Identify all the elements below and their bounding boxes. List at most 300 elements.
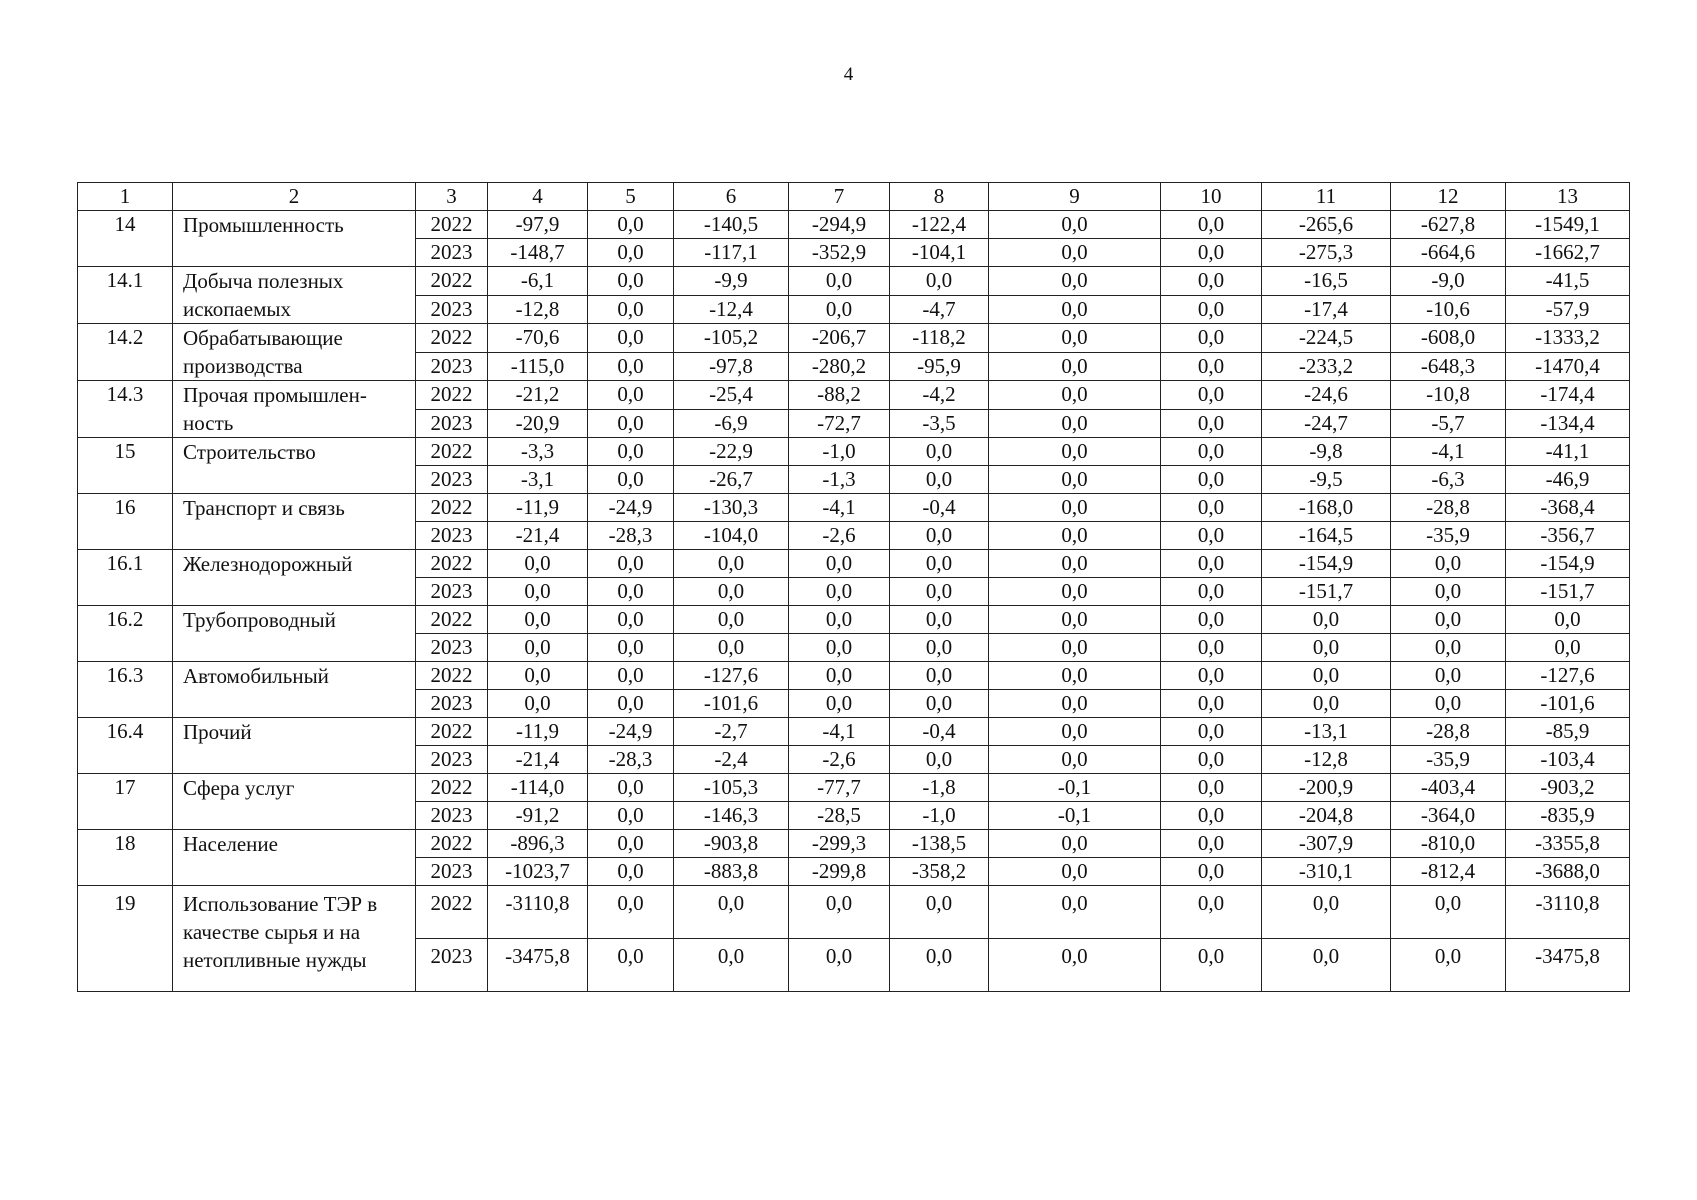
value-cell: 0,0 (1161, 324, 1262, 353)
value-cell: 0,0 (674, 634, 789, 662)
value-cell: -224,5 (1262, 324, 1391, 353)
table-row (78, 662, 1630, 690)
value-cell: 0,0 (1161, 211, 1262, 239)
value-cell: 0,0 (588, 381, 674, 410)
value-cell: -127,6 (674, 662, 789, 690)
column-number: 8 (890, 183, 989, 211)
column-number: 5 (588, 183, 674, 211)
value-cell: -299,8 (789, 858, 890, 886)
value-cell: -233,2 (1262, 352, 1391, 381)
value-cell: -77,7 (789, 774, 890, 802)
value-cell: 0,0 (989, 662, 1161, 690)
year-cell: 2022 (416, 718, 488, 746)
value-cell: 0,0 (1161, 690, 1262, 718)
value-cell: 0,0 (1391, 662, 1506, 690)
value-cell: 0,0 (789, 550, 890, 578)
value-cell: 0,0 (588, 802, 674, 830)
value-cell: 0,0 (588, 239, 674, 267)
value-cell: 0,0 (1262, 662, 1391, 690)
value-cell: -206,7 (789, 324, 890, 353)
value-cell: -138,5 (890, 830, 989, 858)
table-row (78, 830, 1630, 858)
year-cell: 2022 (416, 438, 488, 466)
value-cell: -896,3 (488, 830, 588, 858)
row-name: Железнодорожный (173, 550, 416, 606)
value-cell: -95,9 (890, 352, 989, 381)
value-cell: 0,0 (1161, 830, 1262, 858)
value-cell: -24,6 (1262, 381, 1391, 410)
value-cell: 0,0 (588, 606, 674, 634)
value-cell: 0,0 (588, 295, 674, 324)
value-cell: 0,0 (1161, 606, 1262, 634)
value-cell: -122,4 (890, 211, 989, 239)
value-cell: -24,9 (588, 718, 674, 746)
value-cell: -118,2 (890, 324, 989, 353)
value-cell: -4,2 (890, 381, 989, 410)
value-cell: 0,0 (588, 324, 674, 353)
value-cell: 0,0 (1161, 466, 1262, 494)
value-cell: 0,0 (588, 267, 674, 296)
value-cell: -307,9 (1262, 830, 1391, 858)
value-cell: -154,9 (1506, 550, 1630, 578)
value-cell: 0,0 (1391, 634, 1506, 662)
value-cell: -0,4 (890, 718, 989, 746)
table-row (78, 267, 1630, 296)
value-cell: 0,0 (1161, 746, 1262, 774)
value-cell: -903,8 (674, 830, 789, 858)
value-cell: -3110,8 (488, 886, 588, 939)
column-number: 13 (1506, 183, 1630, 211)
value-cell: -2,4 (674, 746, 789, 774)
table-row (78, 381, 1630, 410)
value-cell: 0,0 (989, 494, 1161, 522)
value-cell: -294,9 (789, 211, 890, 239)
row-code: 19 (78, 886, 173, 992)
value-cell: -6,3 (1391, 466, 1506, 494)
year-cell: 2022 (416, 550, 488, 578)
energy-balance-table (77, 182, 1630, 992)
value-cell: -16,5 (1262, 267, 1391, 296)
value-cell: -117,1 (674, 239, 789, 267)
value-cell: -70,6 (488, 324, 588, 353)
table-row (78, 494, 1630, 522)
value-cell: 0,0 (1161, 494, 1262, 522)
value-cell: 0,0 (1391, 886, 1506, 939)
value-cell: 0,0 (588, 774, 674, 802)
row-name: Сфера услуг (173, 774, 416, 830)
value-cell: -3688,0 (1506, 858, 1630, 886)
value-cell: -174,4 (1506, 381, 1630, 410)
value-cell: -1,8 (890, 774, 989, 802)
value-cell: -3,3 (488, 438, 588, 466)
value-cell: 0,0 (1161, 939, 1262, 992)
value-cell: 0,0 (1161, 239, 1262, 267)
value-cell: 0,0 (890, 466, 989, 494)
year-cell: 2022 (416, 830, 488, 858)
value-cell: -627,8 (1391, 211, 1506, 239)
value-cell: -204,8 (1262, 802, 1391, 830)
row-code: 16.3 (78, 662, 173, 718)
value-cell: -97,9 (488, 211, 588, 239)
value-cell: 0,0 (488, 634, 588, 662)
year-cell: 2022 (416, 381, 488, 410)
year-cell: 2023 (416, 690, 488, 718)
value-cell: -164,5 (1262, 522, 1391, 550)
value-cell: 0,0 (1506, 606, 1630, 634)
value-cell: -3,1 (488, 466, 588, 494)
value-cell: -4,1 (789, 494, 890, 522)
value-cell: -28,3 (588, 522, 674, 550)
column-number: 7 (789, 183, 890, 211)
column-number: 1 (78, 183, 173, 211)
value-cell: 0,0 (588, 409, 674, 438)
value-cell: 0,0 (588, 578, 674, 606)
header-row (78, 183, 1630, 211)
value-cell: -1,0 (890, 802, 989, 830)
value-cell: -3355,8 (1506, 830, 1630, 858)
year-cell: 2023 (416, 295, 488, 324)
value-cell: 0,0 (1161, 718, 1262, 746)
value-cell: 0,0 (588, 858, 674, 886)
value-cell: 0,0 (588, 352, 674, 381)
table-row (78, 211, 1630, 239)
row-code: 17 (78, 774, 173, 830)
value-cell: -146,3 (674, 802, 789, 830)
value-cell: -1023,7 (488, 858, 588, 886)
value-cell: -0,1 (989, 774, 1161, 802)
value-cell: -4,7 (890, 295, 989, 324)
value-cell: 0,0 (789, 939, 890, 992)
value-cell: -20,9 (488, 409, 588, 438)
table-row (78, 718, 1630, 746)
value-cell: -2,7 (674, 718, 789, 746)
value-cell: -101,6 (1506, 690, 1630, 718)
value-cell: -280,2 (789, 352, 890, 381)
value-cell: -364,0 (1391, 802, 1506, 830)
value-cell: -24,9 (588, 494, 674, 522)
value-cell: 0,0 (1391, 690, 1506, 718)
value-cell: 0,0 (674, 550, 789, 578)
value-cell: 0,0 (890, 606, 989, 634)
value-cell: -26,7 (674, 466, 789, 494)
value-cell: -28,8 (1391, 718, 1506, 746)
row-code: 16.1 (78, 550, 173, 606)
value-cell: 0,0 (1391, 939, 1506, 992)
value-cell: 0,0 (1262, 939, 1391, 992)
value-cell: -1333,2 (1506, 324, 1630, 353)
year-cell: 2022 (416, 211, 488, 239)
value-cell: 0,0 (1161, 774, 1262, 802)
value-cell: -6,1 (488, 267, 588, 296)
value-cell: 0,0 (588, 438, 674, 466)
value-cell: 0,0 (890, 939, 989, 992)
value-cell: 0,0 (789, 267, 890, 296)
value-cell: 0,0 (989, 466, 1161, 494)
value-cell: 0,0 (674, 939, 789, 992)
value-cell: -148,7 (488, 239, 588, 267)
value-cell: -10,8 (1391, 381, 1506, 410)
year-cell: 2023 (416, 634, 488, 662)
value-cell: 0,0 (890, 662, 989, 690)
value-cell: -104,1 (890, 239, 989, 267)
value-cell: -28,5 (789, 802, 890, 830)
value-cell: 0,0 (989, 634, 1161, 662)
value-cell: -127,6 (1506, 662, 1630, 690)
value-cell: 0,0 (1262, 690, 1391, 718)
row-code: 14.3 (78, 381, 173, 438)
value-cell: -17,4 (1262, 295, 1391, 324)
value-cell: -130,3 (674, 494, 789, 522)
value-cell: -151,7 (1506, 578, 1630, 606)
value-cell: -28,8 (1391, 494, 1506, 522)
row-code: 16.2 (78, 606, 173, 662)
value-cell: -3475,8 (488, 939, 588, 992)
value-cell: -810,0 (1391, 830, 1506, 858)
value-cell: 0,0 (1161, 381, 1262, 410)
value-cell: -9,5 (1262, 466, 1391, 494)
value-cell: 0,0 (890, 522, 989, 550)
value-cell: 0,0 (1391, 578, 1506, 606)
value-cell: -1549,1 (1506, 211, 1630, 239)
value-cell: -101,6 (674, 690, 789, 718)
value-cell: 0,0 (674, 606, 789, 634)
value-cell: -9,8 (1262, 438, 1391, 466)
column-number: 4 (488, 183, 588, 211)
value-cell: -1470,4 (1506, 352, 1630, 381)
page-number: 4 (843, 64, 854, 85)
table-row (78, 886, 1630, 939)
value-cell: -1,3 (789, 466, 890, 494)
value-cell: 0,0 (890, 438, 989, 466)
value-cell: 0,0 (789, 662, 890, 690)
value-cell: 0,0 (989, 324, 1161, 353)
table-row (78, 606, 1630, 634)
row-name: Прочий (173, 718, 416, 774)
value-cell: 0,0 (1262, 634, 1391, 662)
value-cell: 0,0 (989, 267, 1161, 296)
value-cell: -299,3 (789, 830, 890, 858)
value-cell: -35,9 (1391, 746, 1506, 774)
value-cell: -200,9 (1262, 774, 1391, 802)
value-cell: -3475,8 (1506, 939, 1630, 992)
row-name: Прочая промышлен-ность (173, 381, 416, 438)
value-cell: -368,4 (1506, 494, 1630, 522)
value-cell: -835,9 (1506, 802, 1630, 830)
table-row (78, 550, 1630, 578)
value-cell: 0,0 (989, 550, 1161, 578)
row-code: 14 (78, 211, 173, 267)
row-code: 16.4 (78, 718, 173, 774)
row-code: 14.1 (78, 267, 173, 324)
value-cell: -1,0 (789, 438, 890, 466)
value-cell: -0,4 (890, 494, 989, 522)
value-cell: 0,0 (989, 606, 1161, 634)
value-cell: 0,0 (1161, 295, 1262, 324)
value-cell: 0,0 (989, 886, 1161, 939)
year-cell: 2023 (416, 578, 488, 606)
value-cell: -91,2 (488, 802, 588, 830)
value-cell: -3110,8 (1506, 886, 1630, 939)
row-code: 18 (78, 830, 173, 886)
value-cell: 0,0 (989, 830, 1161, 858)
value-cell: 0,0 (1161, 634, 1262, 662)
value-cell: -356,7 (1506, 522, 1630, 550)
value-cell: -648,3 (1391, 352, 1506, 381)
value-cell: 0,0 (488, 550, 588, 578)
value-cell: 0,0 (1506, 634, 1630, 662)
value-cell: 0,0 (588, 886, 674, 939)
row-name: Обрабатывающие производства (173, 324, 416, 381)
value-cell: -12,4 (674, 295, 789, 324)
value-cell: -275,3 (1262, 239, 1391, 267)
table-row (78, 324, 1630, 353)
value-cell: 0,0 (1161, 352, 1262, 381)
column-number: 2 (173, 183, 416, 211)
value-cell: 0,0 (1161, 409, 1262, 438)
value-cell: 0,0 (488, 606, 588, 634)
column-number: 3 (416, 183, 488, 211)
value-cell: 0,0 (989, 438, 1161, 466)
value-cell: 0,0 (588, 690, 674, 718)
value-cell: 0,0 (1262, 886, 1391, 939)
table-row (78, 438, 1630, 466)
value-cell: 0,0 (890, 634, 989, 662)
value-cell: -21,2 (488, 381, 588, 410)
year-cell: 2023 (416, 522, 488, 550)
value-cell: -97,8 (674, 352, 789, 381)
value-cell: -4,1 (1391, 438, 1506, 466)
value-cell: 0,0 (989, 939, 1161, 992)
value-cell: -812,4 (1391, 858, 1506, 886)
value-cell: -35,9 (1391, 522, 1506, 550)
value-cell: 0,0 (1161, 858, 1262, 886)
value-cell: -12,8 (488, 295, 588, 324)
value-cell: 0,0 (588, 939, 674, 992)
value-cell: -903,2 (1506, 774, 1630, 802)
value-cell: -72,7 (789, 409, 890, 438)
value-cell: 0,0 (890, 550, 989, 578)
value-cell: -103,4 (1506, 746, 1630, 774)
year-cell: 2023 (416, 746, 488, 774)
year-cell: 2022 (416, 886, 488, 939)
value-cell: -265,6 (1262, 211, 1391, 239)
table-row (78, 774, 1630, 802)
value-cell: 0,0 (488, 662, 588, 690)
value-cell: -11,9 (488, 718, 588, 746)
value-cell: 0,0 (1161, 802, 1262, 830)
value-cell: 0,0 (588, 211, 674, 239)
value-cell: 0,0 (789, 886, 890, 939)
value-cell: 0,0 (989, 239, 1161, 267)
row-name: Промышленность (173, 211, 416, 267)
value-cell: 0,0 (1161, 438, 1262, 466)
row-name: Строительство (173, 438, 416, 494)
year-cell: 2022 (416, 494, 488, 522)
value-cell: 0,0 (890, 886, 989, 939)
column-number: 10 (1161, 183, 1262, 211)
value-cell: 0,0 (989, 578, 1161, 606)
value-cell: 0,0 (989, 690, 1161, 718)
value-cell: -403,4 (1391, 774, 1506, 802)
value-cell: -608,0 (1391, 324, 1506, 353)
row-code: 15 (78, 438, 173, 494)
value-cell: -12,8 (1262, 746, 1391, 774)
row-name: Транспорт и связь (173, 494, 416, 550)
value-cell: -10,6 (1391, 295, 1506, 324)
year-cell: 2023 (416, 466, 488, 494)
value-cell: -664,6 (1391, 239, 1506, 267)
value-cell: -2,6 (789, 746, 890, 774)
value-cell: -1662,7 (1506, 239, 1630, 267)
value-cell: -28,3 (588, 746, 674, 774)
value-cell: 0,0 (588, 550, 674, 578)
value-cell: 0,0 (989, 352, 1161, 381)
value-cell: 0,0 (989, 381, 1161, 410)
value-cell: 0,0 (989, 718, 1161, 746)
value-cell: 0,0 (890, 746, 989, 774)
value-cell: -22,9 (674, 438, 789, 466)
value-cell: 0,0 (1161, 550, 1262, 578)
column-number: 9 (989, 183, 1161, 211)
value-cell: 0,0 (890, 267, 989, 296)
value-cell: 0,0 (588, 830, 674, 858)
value-cell: -9,9 (674, 267, 789, 296)
value-cell: -310,1 (1262, 858, 1391, 886)
year-cell: 2022 (416, 267, 488, 296)
value-cell: 0,0 (588, 466, 674, 494)
value-cell: -115,0 (488, 352, 588, 381)
value-cell: 0,0 (1391, 550, 1506, 578)
value-cell: 0,0 (890, 578, 989, 606)
row-code: 16 (78, 494, 173, 550)
year-cell: 2023 (416, 239, 488, 267)
value-cell: 0,0 (989, 295, 1161, 324)
row-name: Население (173, 830, 416, 886)
value-cell: -883,8 (674, 858, 789, 886)
value-cell: 0,0 (1391, 606, 1506, 634)
value-cell: 0,0 (674, 578, 789, 606)
value-cell: -46,9 (1506, 466, 1630, 494)
value-cell: -151,7 (1262, 578, 1391, 606)
value-cell: 0,0 (890, 690, 989, 718)
value-cell: -25,4 (674, 381, 789, 410)
row-name: Добыча полезных ископаемых (173, 267, 416, 324)
row-name: Использование ТЭР в качестве сырья и на нетопливные нужды (173, 886, 416, 992)
value-cell: -57,9 (1506, 295, 1630, 324)
value-cell: -24,7 (1262, 409, 1391, 438)
row-name: Трубопроводный (173, 606, 416, 662)
value-cell: -3,5 (890, 409, 989, 438)
year-cell: 2022 (416, 662, 488, 690)
column-number: 11 (1262, 183, 1391, 211)
value-cell: -168,0 (1262, 494, 1391, 522)
value-cell: -41,5 (1506, 267, 1630, 296)
value-cell: 0,0 (488, 578, 588, 606)
year-cell: 2023 (416, 939, 488, 992)
year-cell: 2023 (416, 409, 488, 438)
value-cell: 0,0 (789, 578, 890, 606)
value-cell: 0,0 (1161, 522, 1262, 550)
value-cell: 0,0 (789, 690, 890, 718)
value-cell: -21,4 (488, 522, 588, 550)
value-cell: -2,6 (789, 522, 890, 550)
value-cell: -358,2 (890, 858, 989, 886)
value-cell: 0,0 (989, 858, 1161, 886)
value-cell: 0,0 (588, 662, 674, 690)
value-cell: 0,0 (1161, 662, 1262, 690)
value-cell: 0,0 (1161, 267, 1262, 296)
column-number: 6 (674, 183, 789, 211)
